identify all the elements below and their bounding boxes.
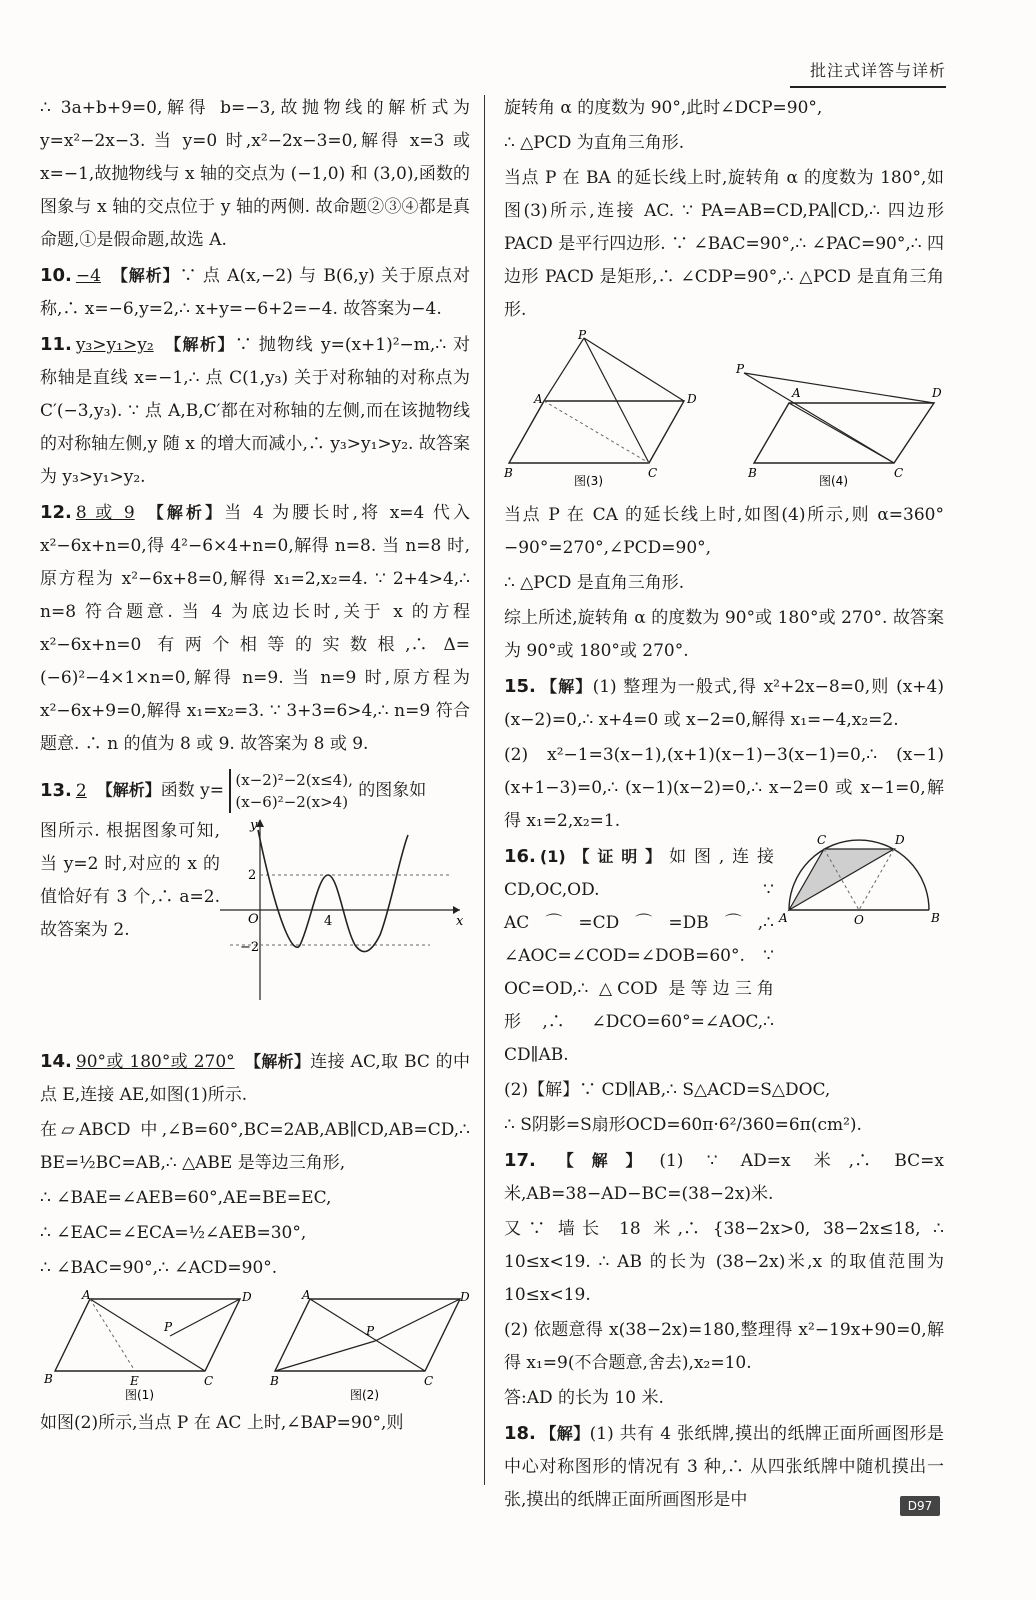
fig4-P: P: [736, 362, 745, 376]
q16-tag: (1)【证明】: [539, 847, 670, 866]
r6: 综上所述,旋转角 α 的度数为 90°或 180°或 270°. 故答案为 90°或 180°或 270°.: [504, 608, 944, 661]
q14-number: 14.: [40, 1051, 72, 1072]
fig3-P: P: [578, 328, 587, 342]
q10-answer: −4: [75, 266, 101, 286]
q13-head: [40, 769, 470, 813]
fig1-D: D: [242, 1290, 252, 1304]
origin-label: O: [248, 912, 259, 927]
q17-p4: 答:AD 的长为 10 米.: [504, 1388, 664, 1408]
y-axis-label: y: [250, 818, 258, 833]
fig1-C: C: [204, 1374, 214, 1388]
figure-2: [270, 1288, 470, 1402]
fig4-A: A: [792, 386, 801, 400]
q13-graph: [210, 815, 470, 1005]
fig3-D: D: [687, 392, 697, 406]
q14-tag: 【解析】: [244, 1052, 311, 1071]
q18-number: 18.: [504, 1423, 536, 1444]
q15-text: (1) 整理为一般式,得 x²+2x−8=0,则 (x+4)(x−2)=0,∴ x+4=0 或 x−2=0,解得 x₁=−4,x₂=2.: [504, 677, 944, 730]
q16-number: 16.: [504, 846, 536, 867]
q17: [504, 1144, 944, 1211]
q12-number: 12.: [40, 502, 72, 523]
q15-part2: (2) x²−1=3(x−1),(x+1)(x−1)−3(x−1)=0,∴ (x−1)(x+1−3)=0,∴ (x−1)(x−2)=0,∴ x−2=0 或 x−1=0,解得 x₁=2,x₂=1.: [504, 745, 944, 831]
q13-answer: 2: [75, 780, 87, 801]
r4: 当点 P 在 CA 的延长线上时,如图(4)所示,则 α=360°−90°=270°,∠PCD=90°,: [504, 505, 944, 558]
q9-tail: ∴ 3a+b+9=0,解得 b=−3,故抛物线的解析式为 y=x²−2x−3. 当 y=0 时,x²−2x−3=0,解得 x=3 或 x=−1,故抛物线与 x 轴的交点为 (−1,0) 和 (3,0),函数的图象与 x 轴的交点位于 y 轴的两侧. 故命题②③④都是真命题,①是假命题,故选 A.: [40, 98, 470, 250]
right-column: [504, 92, 944, 1519]
q17-number: 17.: [504, 1150, 536, 1171]
q17-p2: 又∵ 墙长 18 米,∴ {38−2x>0, 38−2x≤18, ∴ 10≤x<19. ∴ AB 的长为 (38−2x)米,x 的取值范围为 10≤x<19.: [504, 1219, 944, 1305]
q14: [40, 1045, 470, 1112]
q16-text: 如图,连接 CD,OC,OD. ∵ AC⌒=CD⌒=DB⌒,∴ ∠AOC=∠COD=∠DOB=60°. ∵ OC=OD,∴ △COD 是等边三角形,∴ ∠DCO=60°=∠AOC,∴ CD∥AB.: [504, 847, 774, 1065]
fig1-E: E: [130, 1374, 139, 1388]
q13-lead: 函数 y=: [160, 780, 224, 801]
fig1-caption: 图(1): [125, 1388, 154, 1402]
x-arrow-icon: [453, 906, 460, 914]
r2: ∴ △PCD 为直角三角形.: [504, 133, 685, 153]
fig1-P: P: [164, 1320, 173, 1334]
q12: [40, 496, 470, 761]
fig2-P: P: [366, 1324, 375, 1338]
fig12-row: [40, 1288, 470, 1402]
tick-2-label: 2: [248, 868, 257, 883]
q13-tail: 的图象如: [358, 780, 427, 801]
q10: [40, 259, 470, 326]
fig3-caption: 图(3): [574, 474, 603, 488]
r3: 当点 P 在 BA 的延长线上时,旋转角 α 的度数为 180°,如图(3)所示,连接 AC. ∵ PA=AB=CD,PA∥CD,∴ 四边形 PACD 是平行四边形. ∵ ∠BAC=90°,∴ ∠PAC=90°,∴ 四边形 PACD 是矩形,∴ ∠CDP=90°,∴ △PCD 是直角三角形.: [504, 168, 944, 320]
function-curve: [258, 830, 408, 952]
q18-text: (1) 共有 4 张纸牌,摸出的纸牌正面所画图形是中心对称图形的情况有 3 种,∴ 从四张纸牌中随机摸出一张,摸出的纸牌正面所画图形是中: [504, 1424, 944, 1510]
q12-tag: 【解析】: [144, 503, 225, 522]
tick-4-label: 4: [324, 914, 333, 929]
q14-line1: 在▱ABCD 中,∠B=60°,BC=2AB,AB∥CD,AB=CD,∴ BE=½BC=AB,∴ △ABE 是等边三角形,: [40, 1120, 470, 1173]
q11-tag: 【解析】: [163, 335, 235, 354]
q17-p3: (2) 依题意得 x(38−2x)=180,整理得 x²−19x+90=0,解得 x₁=9(不合题意,舍去),x₂=10.: [504, 1320, 944, 1373]
figure-1: [40, 1288, 252, 1402]
column-divider: [484, 95, 485, 1485]
q14-text: 连接 AC,取 BC 的中点 E,连接 AE,如图(1)所示.: [40, 1052, 470, 1105]
q16-p2: (2)【解】∵ CD∥AB,∴ S△ACD=S△DOC,: [504, 1080, 831, 1100]
q13-body: [40, 815, 470, 1045]
q16-p3: ∴ S阴影=S扇形OCD=60π·6²/360=6π(cm²).: [504, 1115, 862, 1135]
q14-line2: ∴ ∠BAE=∠AEB=60°,AE=BE=EC,: [40, 1188, 332, 1208]
q13-text: 图所示. 根据图象可知,当 y=2 时,对应的 x 的值恰好有 3 个,∴ a=2. 故答案为 2.: [40, 821, 220, 940]
q11: [40, 328, 470, 494]
q16-O: O: [854, 913, 864, 927]
fig2-caption: 图(2): [350, 1388, 379, 1402]
q15: [504, 670, 944, 737]
q18-tag: 【解】: [539, 1424, 590, 1443]
fig3-C: C: [648, 466, 658, 480]
q10-number: 10.: [40, 265, 72, 286]
q13-tag: 【解析】: [96, 780, 161, 800]
q14-line4: ∴ ∠BAC=90°,∴ ∠ACD=90°.: [40, 1258, 278, 1278]
q13-piece1: (x−2)²−2(x≤4),: [235, 771, 353, 789]
r1: 旋转角 α 的度数为 90°,此时∠DCP=90°,: [504, 98, 823, 118]
tick-minus2-label: −2: [240, 940, 260, 955]
figure-4: [734, 333, 944, 493]
q11-number: 11.: [40, 334, 72, 355]
q12-answer: 8 或 9: [75, 503, 135, 523]
fig2-B: B: [270, 1374, 279, 1388]
q17-tag: 【解】: [539, 1151, 660, 1170]
q15-tag: 【解】: [539, 677, 593, 696]
x-axis-label: x: [456, 914, 464, 929]
fig1-A: A: [82, 1288, 91, 1302]
q13-piece2: (x−6)²−2(x>4): [235, 793, 349, 811]
q11-text: ∵ 抛物线 y=(x+1)²−m,∴ 对称轴是直线 x=−1,∴ 点 C(1,y₃) 关于对称轴的对称点为 C′(−3,y₃). ∵ 点 A,B,C′都在对称轴的左侧,而在该抛物线的对称轴左侧,y 随 x 的增大而减小,∴ y₃>y₁>y₂. 故答案为 y₃>y₁>y₂.: [40, 335, 470, 487]
fig4-B: B: [748, 466, 757, 480]
q18: [504, 1417, 944, 1517]
q14-answer: 90°或 180°或 270°: [75, 1052, 235, 1072]
q16-B: B: [931, 911, 940, 925]
fig4-D: D: [932, 386, 942, 400]
fig4-C: C: [894, 466, 904, 480]
q14-line5: 如图(2)所示,当点 P 在 AC 上时,∠BAP=90°,则: [40, 1413, 404, 1433]
q10-tag: 【解析】: [110, 266, 180, 285]
q17-text: (1) ∵ AD=x 米,∴ BC=x 米,AB=38−AD−BC=(38−2x)米.: [504, 1151, 944, 1204]
fig34-row: [504, 328, 944, 493]
fig3-A: A: [534, 392, 543, 406]
left-column: [40, 92, 470, 1442]
q12-text: 当 4 为腰长时,将 x=4 代入 x²−6x+n=0,得 4²−6×4+n=0,解得 n=8. 当 n=8 时,原方程为 x²−6x+8=0,解得 x₁=2,x₂=4. ∵ 2+4>4,∴ n=8 符合题意. 当 4 为底边长时,关于 x 的方程 x²−6x+n=0 有两个相等的实数根,∴ Δ=(−6)²−4×1×n=0,解得 n=9. 当 n=9 时,原方程为 x²−6x+9=0,解得 x₁=x₂=3. ∵ 3+3=6>4,∴ n=9 符合题意. ∴ n 的值为 8 或 9. 故答案为 8 或 9.: [40, 503, 470, 754]
q16-A: A: [779, 911, 788, 925]
fig3-B: B: [504, 466, 513, 480]
figure-3: [504, 328, 714, 493]
r5: ∴ △PCD 是直角三角形.: [504, 573, 685, 593]
q13-number: 13.: [40, 779, 72, 801]
q15-number: 15.: [504, 676, 536, 697]
fig2-A: A: [302, 1288, 311, 1302]
fig2-D: D: [460, 1290, 470, 1304]
fig4-caption: 图(4): [819, 474, 848, 488]
fig1-B: B: [44, 1372, 53, 1386]
page-number: D97: [900, 1496, 940, 1516]
q16: [504, 833, 944, 1072]
q16-semicircle-figure: [779, 830, 944, 925]
q11-answer: y₃>y₁>y₂: [75, 335, 154, 355]
q16-D: D: [895, 833, 905, 847]
shaded-region: [789, 849, 894, 910]
q10-text: ∵ 点 A(x,−2) 与 B(6,y) 关于原点对称,∴ x=−6,y=2,∴ x+y=−6+2=−4. 故答案为−4.: [40, 266, 470, 319]
fig2-C: C: [424, 1374, 434, 1388]
q14-line3: ∴ ∠EAC=∠ECA=½∠AEB=30°,: [40, 1223, 307, 1243]
header-rule: [790, 86, 946, 88]
header-title: 批注式详答与详析: [809, 61, 946, 80]
q16-C: C: [817, 833, 827, 847]
